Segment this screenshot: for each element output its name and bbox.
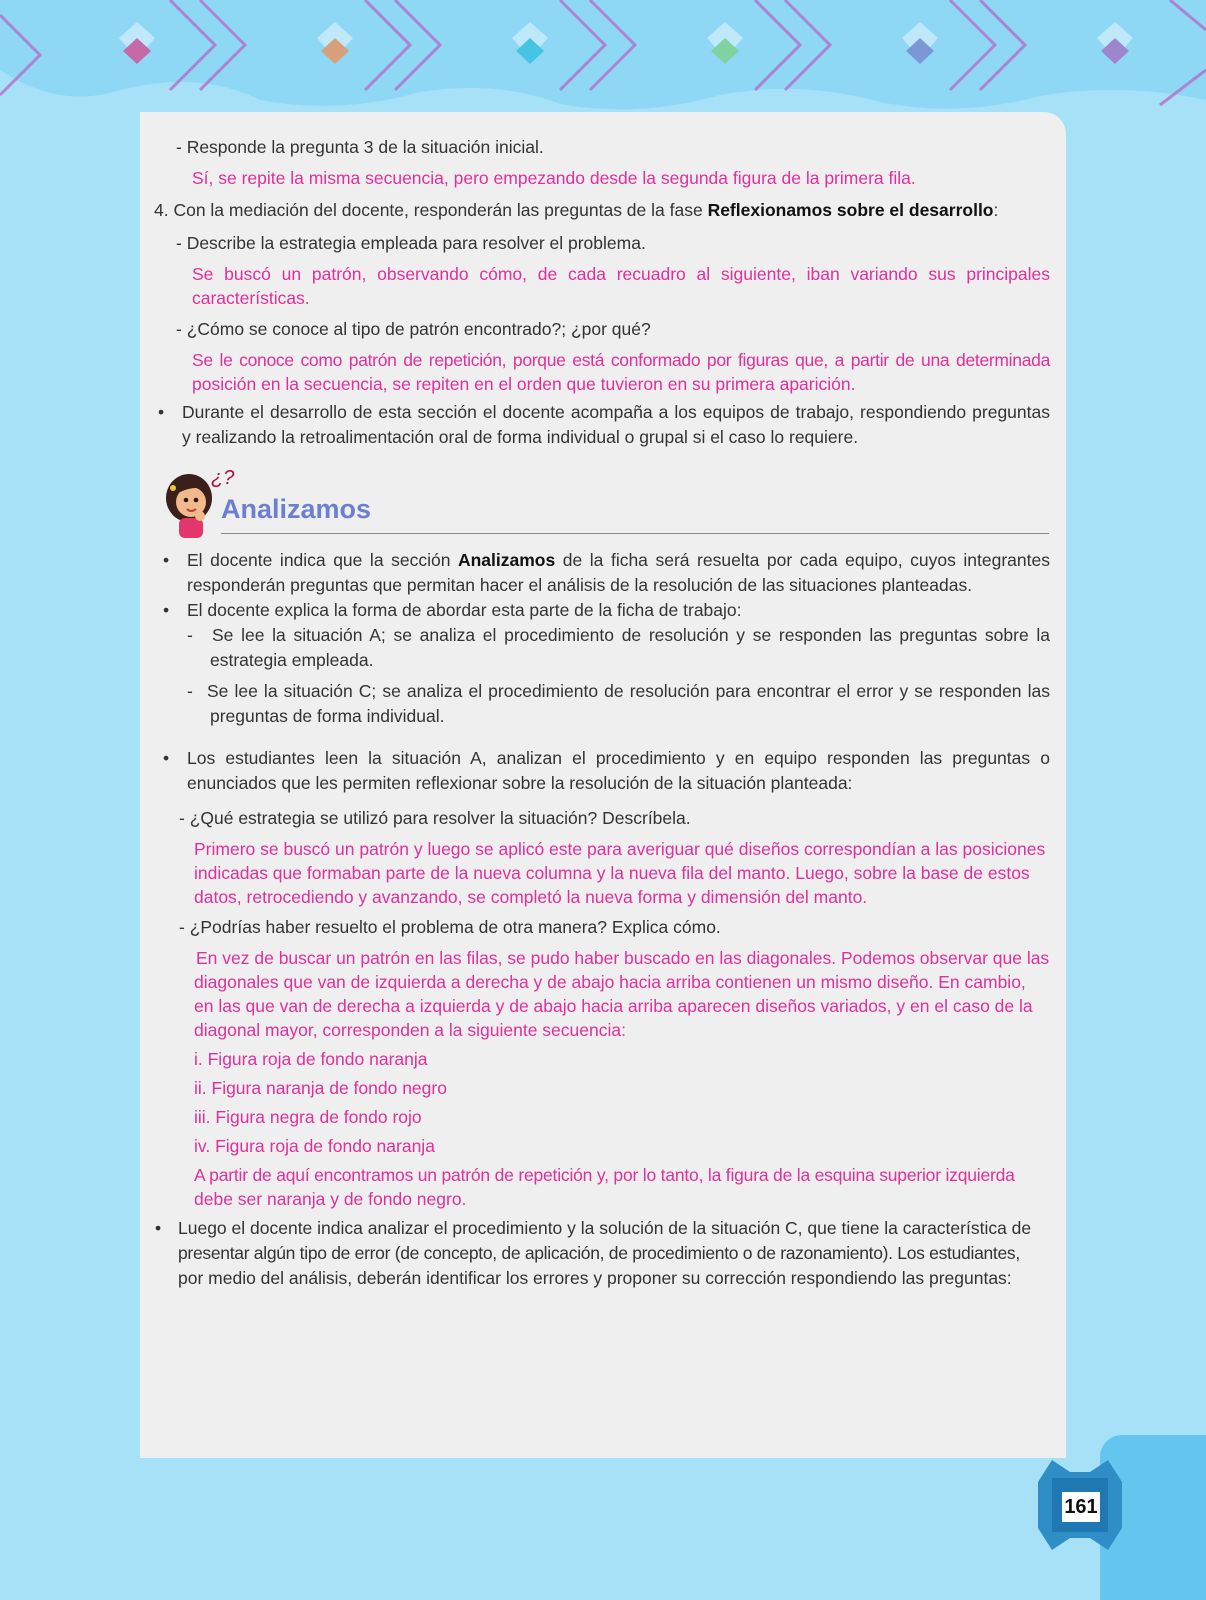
- answer-line: Se le conoce como patrón de repetición, porque está conformado por figuras que, a partir de una determinada: [192, 350, 1050, 370]
- question-line: - ¿Cómo se conoce al tipo de patrón encontrado?; ¿por qué?: [176, 319, 651, 339]
- bullet: •: [163, 550, 170, 570]
- body-line: enunciados que les permiten reflexionar sobre la resolución de la situación planteada:: [187, 773, 853, 793]
- sequence-item: iii. Figura negra de fondo rojo: [194, 1107, 422, 1127]
- body-line: Durante el desarrollo de esta sección el docente acompaña a los equipos de trabajo, respondiendo preguntas: [182, 402, 1050, 422]
- body-line: El docente indica que la sección Analizamos de la ficha será resuelta por cada equipo, cuyos integrantes: [187, 550, 1050, 570]
- body-line: preguntas de forma individual.: [210, 706, 445, 726]
- answer-line: A partir de aquí encontramos un patrón de repetición y, por lo tanto, la figura de la esquina superior izquierda: [194, 1165, 1015, 1185]
- answer-line: Se buscó un patrón, observando cómo, de cada recuadro al siguiente, iban variando sus principales: [192, 264, 1050, 284]
- question-line: - Responde la pregunta 3 de la situación inicial.: [176, 137, 544, 157]
- answer-line: características.: [192, 288, 310, 308]
- section-title: Analizamos: [221, 494, 372, 524]
- answer-line: diagonal mayor, corresponden a la siguiente secuencia:: [194, 1020, 626, 1040]
- answer-line: debe ser naranja y de fondo negro.: [194, 1189, 467, 1209]
- answer-line: indicadas que formaban parte de la nueva columna y la nueva fila del manto. Luego, sobre la base de estos: [194, 863, 1030, 883]
- body-line: y realizando la retroalimentación oral de forma individual o grupal si el caso lo requiere.: [182, 427, 859, 447]
- bullet: •: [163, 748, 170, 768]
- decorative-banner: [0, 0, 1206, 120]
- bullet: •: [158, 402, 165, 422]
- body-line: El docente explica la forma de abordar esta parte de la ficha de trabajo:: [187, 600, 742, 620]
- body-line: Los estudiantes leen la situación A, analizan el procedimiento y en equipo responden las preguntas o: [187, 748, 1050, 768]
- answer-line: posición en la secuencia, se repiten en el orden que tuvieron en su primera aparición.: [192, 374, 856, 394]
- answer-line: En vez de buscar un patrón en las filas, se pudo haber buscado en las diagonales. Podemos observar que las: [196, 948, 1050, 968]
- sequence-item: ii. Figura naranja de fondo negro: [194, 1078, 447, 1098]
- body-line: responderán preguntas que permitan hacer el análisis de la resolución de las situaciones planteadas.: [187, 575, 973, 595]
- question-line: - Describe la estrategia empleada para resolver el problema.: [176, 233, 646, 253]
- section-divider: [221, 533, 1049, 534]
- numbered-item-4: 4. Con la mediación del docente, responderán las preguntas de la fase Reflexionamos sobre el desarrollo:: [154, 200, 999, 220]
- question-marks: ¿?: [211, 467, 235, 489]
- answer-line: diagonales que van de izquierda a derecha y de abajo hacia arriba contienen un mismo diseño. En cambio,: [194, 972, 1026, 992]
- dash: -: [187, 625, 193, 645]
- answer-line: en las que van de derecha a izquierda y de abajo hacia arriba aparecen diseños variados, y en el caso de la: [194, 996, 1033, 1016]
- body-line: Se lee la situación A; se analiza el procedimiento de resolución y se responden las preguntas sobre la: [212, 625, 1050, 645]
- question-line: - ¿Qué estrategia se utilizó para resolver la situación? Descríbela.: [179, 808, 691, 828]
- bullet: •: [163, 600, 170, 620]
- dash: -: [187, 681, 193, 701]
- answer-line: Primero se buscó un patrón y luego se aplicó este para averiguar qué diseños correspondían a las posiciones: [194, 839, 1046, 859]
- bullet: •: [155, 1218, 162, 1238]
- answer-line: Sí, se repite la misma secuencia, pero empezando desde la segunda figura de la primera fila.: [192, 168, 916, 188]
- answer-line: datos, retrocediendo y avanzando, se completó la nueva forma y dimensión del manto.: [194, 887, 868, 907]
- sequence-item: iv. Figura roja de fondo naranja: [194, 1136, 435, 1156]
- question-line: - ¿Podrías haber resuelto el problema de otra manera? Explica cómo.: [179, 917, 721, 937]
- body-line: Se lee la situación C; se analiza el procedimiento de resolución para encontrar el error y se responden las: [207, 681, 1050, 701]
- body-line: por medio del análisis, deberán identificar los errores y proponer su corrección respondiendo las preguntas:: [178, 1268, 1012, 1288]
- body-line: estrategia empleada.: [210, 650, 374, 670]
- body-line: Luego el docente indica analizar el procedimiento y la solución de la situación C, que tiene la característica de: [178, 1218, 1032, 1238]
- sequence-item: i. Figura roja de fondo naranja: [194, 1049, 428, 1069]
- body-line: presentar algún tipo de error (de concepto, de aplicación, de procedimiento o de razonamiento). Los estudiantes,: [178, 1243, 1020, 1263]
- page-number: 161: [1062, 1492, 1100, 1522]
